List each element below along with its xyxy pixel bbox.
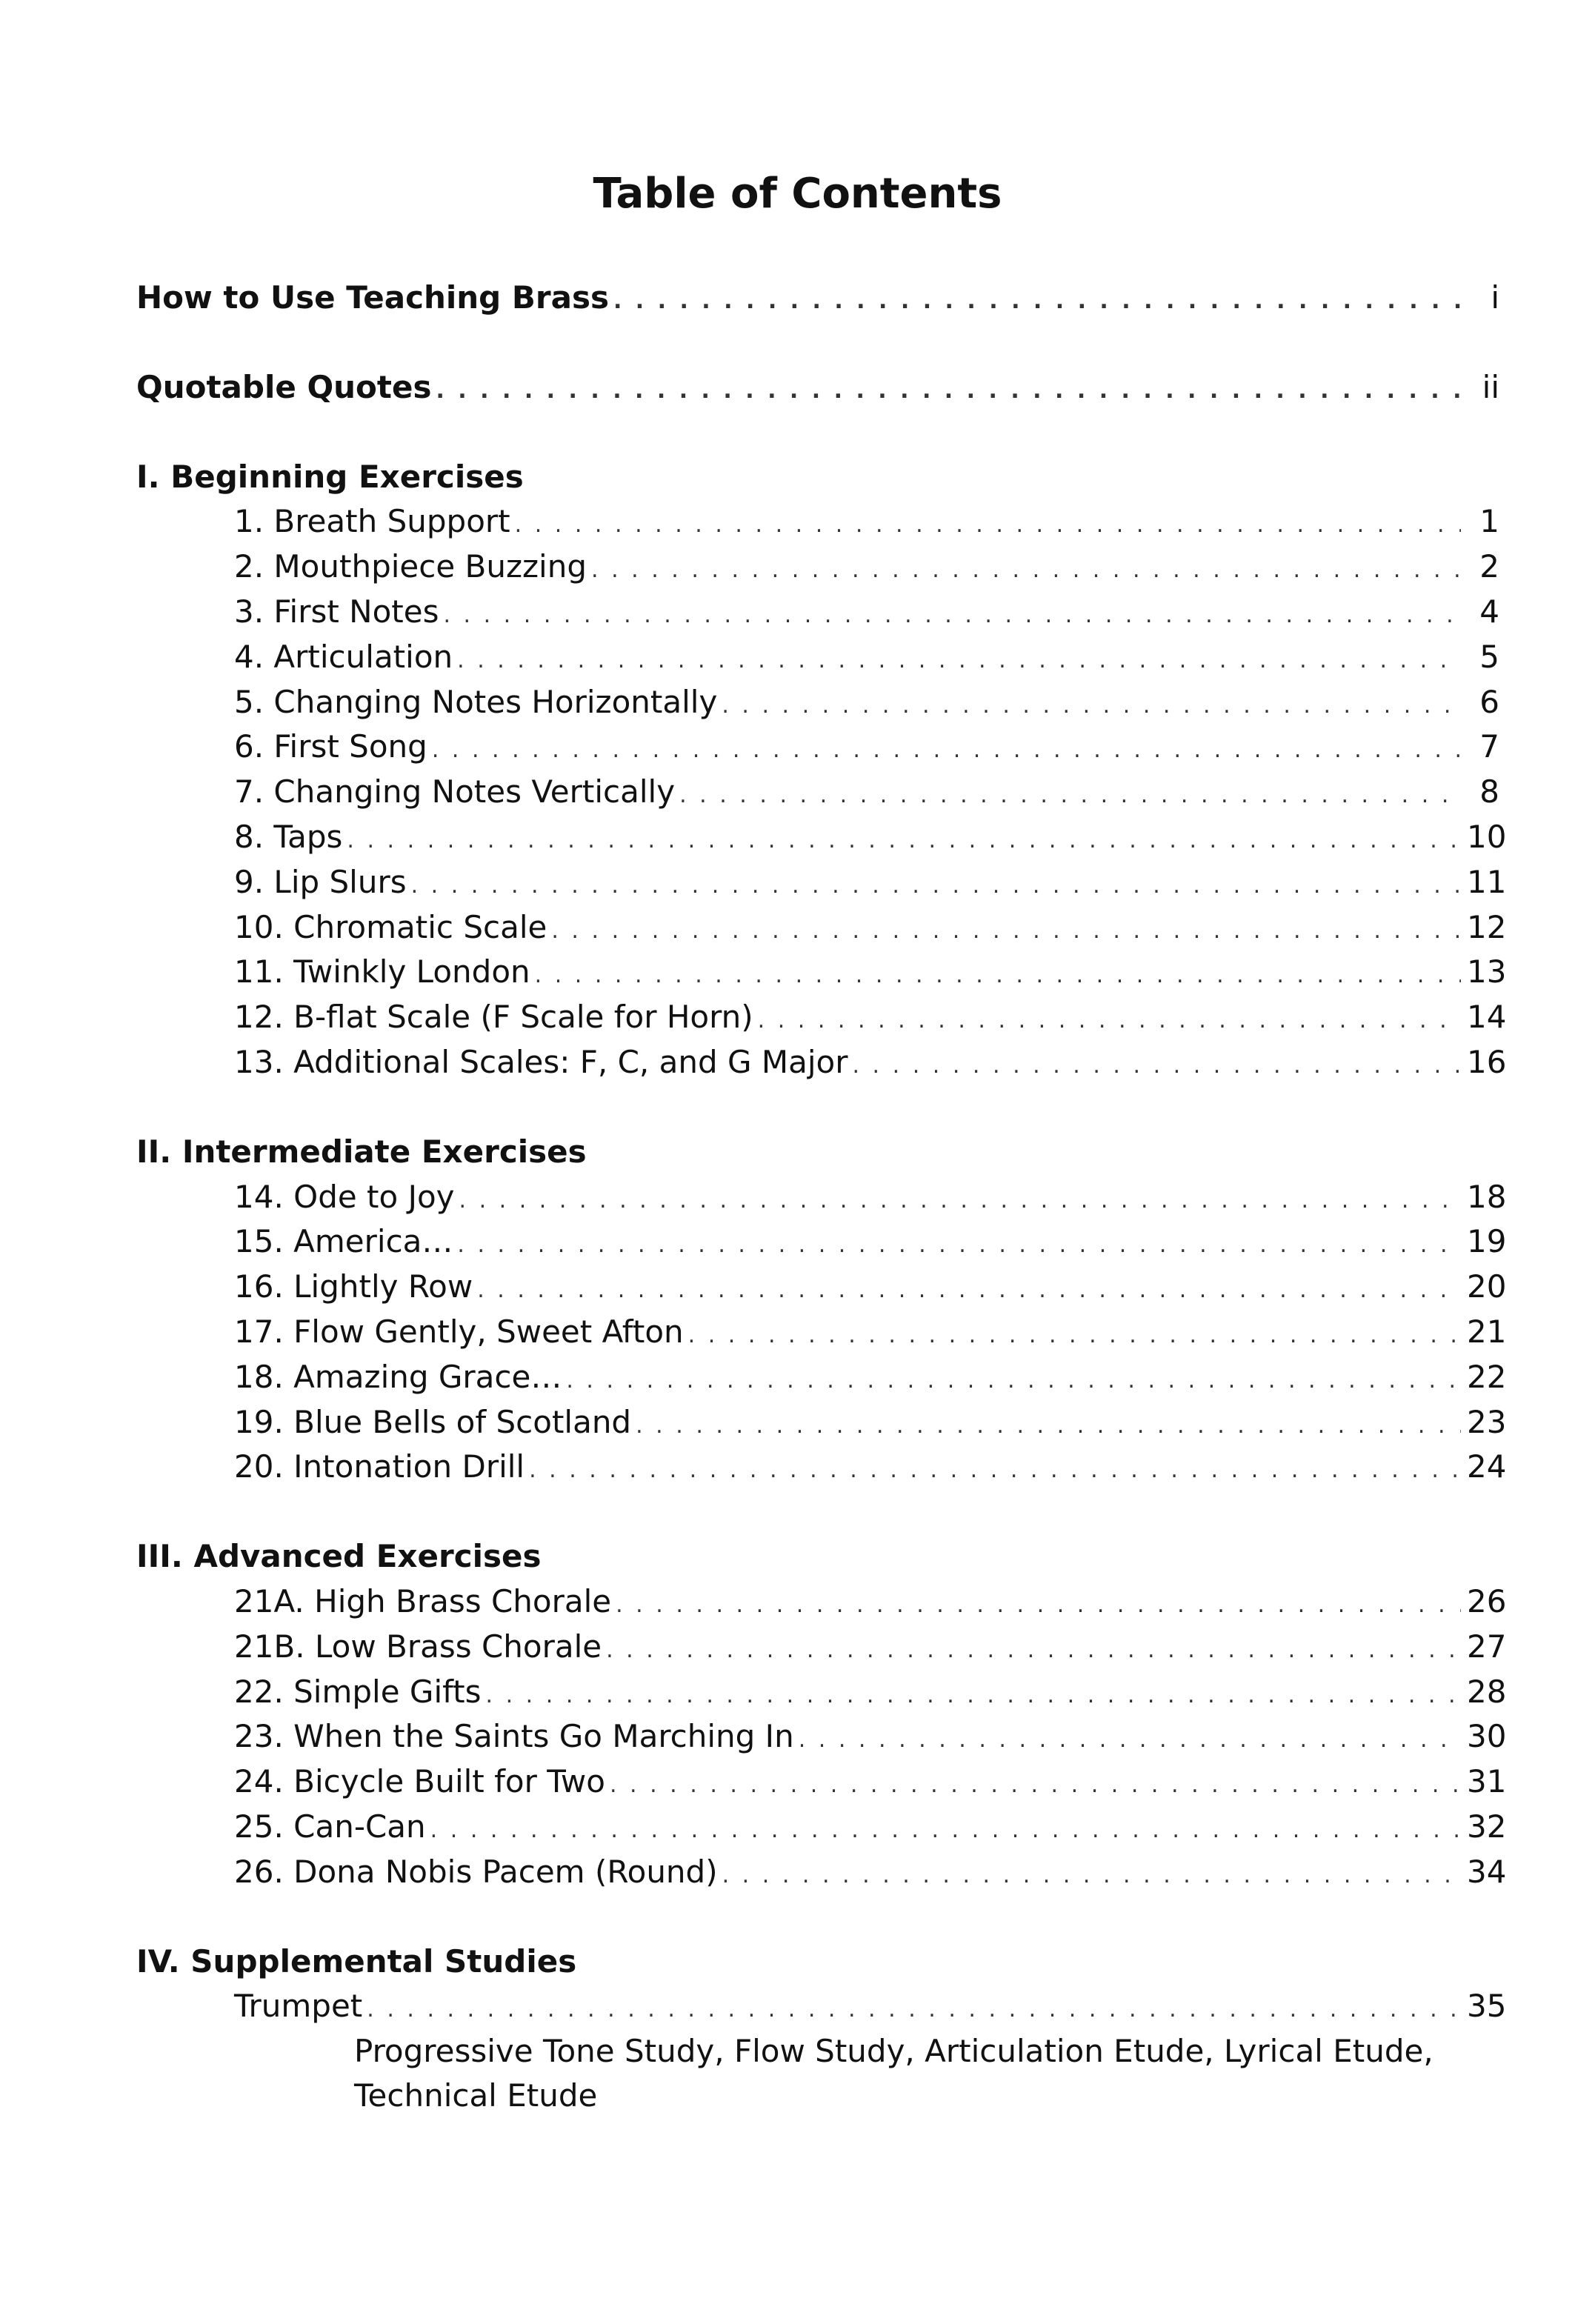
table-of-contents bbox=[136, 276, 1507, 2118]
toc-entry-label: 20. Intonation Drill bbox=[234, 1448, 525, 1485]
toc-entry[interactable] bbox=[136, 1670, 1507, 1715]
toc-entry[interactable] bbox=[136, 860, 1507, 905]
toc-entry-label: 15. America… bbox=[234, 1223, 453, 1260]
toc-entry[interactable] bbox=[136, 950, 1507, 995]
toc-entry-label: 4. Articulation bbox=[234, 638, 453, 675]
dot-leader bbox=[515, 503, 1461, 548]
toc-entry-label: 5. Changing Notes Horizontally bbox=[234, 683, 718, 720]
toc-entry[interactable] bbox=[136, 770, 1499, 815]
toc-entry-label: 17. Flow Gently, Sweet Afton bbox=[234, 1313, 684, 1350]
toc-entry-page: 1 bbox=[1479, 503, 1499, 540]
dot-leader bbox=[610, 1763, 1461, 1808]
toc-entry-page: 10 bbox=[1467, 818, 1507, 855]
toc-entry-page: 16 bbox=[1467, 1043, 1507, 1080]
toc-entry[interactable] bbox=[136, 1310, 1507, 1355]
toc-entry-label: 11. Twinkly London bbox=[234, 953, 530, 990]
toc-entry-page: 8 bbox=[1479, 773, 1499, 810]
dot-leader bbox=[367, 1988, 1461, 2033]
toc-entry[interactable] bbox=[136, 499, 1499, 545]
toc-entry[interactable] bbox=[136, 905, 1507, 950]
toc-entry-page: i bbox=[1491, 279, 1499, 316]
toc-entry-page: 26 bbox=[1467, 1582, 1507, 1619]
toc-entry-page: 13 bbox=[1467, 953, 1507, 990]
toc-entry-label: 24. Bicycle Built for Two bbox=[234, 1763, 605, 1800]
toc-entry[interactable] bbox=[136, 590, 1499, 635]
dot-leader bbox=[459, 1179, 1461, 1224]
toc-entry-page: 14 bbox=[1467, 999, 1507, 1036]
toc-entry-page: 6 bbox=[1479, 683, 1499, 720]
toc-entry[interactable] bbox=[136, 1850, 1507, 1895]
toc-entry-label: 22. Simple Gifts bbox=[234, 1673, 482, 1710]
toc-entry-page: 11 bbox=[1467, 863, 1507, 900]
dot-leader bbox=[529, 1448, 1461, 1494]
dot-leader bbox=[457, 1223, 1461, 1268]
toc-entry-page: 21 bbox=[1467, 1313, 1507, 1350]
toc-entry[interactable] bbox=[136, 1219, 1507, 1265]
toc-entry[interactable] bbox=[136, 1040, 1507, 1085]
dot-leader bbox=[722, 684, 1461, 729]
toc-entry-page: 5 bbox=[1479, 638, 1499, 675]
toc-entry-page: 30 bbox=[1467, 1718, 1507, 1755]
toc-entry-label: 26. Dona Nobis Pacem (Round) bbox=[234, 1853, 718, 1890]
toc-entry[interactable] bbox=[136, 1714, 1507, 1759]
toc-entry-page: 22 bbox=[1467, 1358, 1507, 1395]
toc-entry-page: 24 bbox=[1467, 1448, 1507, 1485]
dot-leader bbox=[591, 548, 1461, 593]
section-heading-supplemental: IV. Supplemental Studies bbox=[136, 1942, 577, 1980]
dot-leader bbox=[457, 639, 1461, 684]
toc-entry[interactable] bbox=[136, 1355, 1507, 1400]
toc-entry[interactable] bbox=[136, 1265, 1507, 1310]
toc-entry-page: 7 bbox=[1479, 728, 1499, 765]
toc-entry-page: 12 bbox=[1467, 908, 1507, 945]
toc-entry[interactable] bbox=[136, 1805, 1507, 1850]
toc-entry-label: Quotable Quotes bbox=[136, 368, 432, 405]
dot-leader bbox=[551, 909, 1461, 954]
toc-entry-label: 8. Taps bbox=[234, 818, 343, 855]
toc-entry-page: 27 bbox=[1467, 1628, 1507, 1665]
toc-entry-page: 31 bbox=[1467, 1763, 1507, 1800]
dot-leader bbox=[411, 864, 1461, 909]
toc-entry[interactable] bbox=[136, 725, 1499, 770]
toc-entry-page: ii bbox=[1482, 368, 1499, 405]
section-heading-advanced: III. Advanced Exercises bbox=[136, 1538, 542, 1575]
toc-entry-page: 19 bbox=[1467, 1223, 1507, 1260]
dot-leader bbox=[688, 1314, 1461, 1359]
dot-leader bbox=[758, 999, 1461, 1044]
toc-entry[interactable] bbox=[136, 1400, 1507, 1445]
section-heading-beginning: I. Beginning Exercises bbox=[136, 458, 524, 495]
dot-leader bbox=[436, 369, 1461, 414]
dot-leader bbox=[477, 1268, 1461, 1314]
toc-entry-page: 34 bbox=[1467, 1853, 1507, 1890]
toc-entry[interactable] bbox=[136, 545, 1499, 590]
toc-entry-label: 3. First Notes bbox=[234, 593, 439, 630]
toc-entry-page: 35 bbox=[1467, 1988, 1507, 2025]
toc-entry[interactable] bbox=[136, 1445, 1507, 1490]
toc-entry-label: 1. Breath Support bbox=[234, 503, 510, 540]
toc-entry-how-to-use[interactable] bbox=[136, 276, 1499, 321]
toc-entry-label: 25. Can-Can bbox=[234, 1808, 426, 1845]
toc-entry-label: 6. First Song bbox=[234, 728, 427, 765]
toc-entry[interactable] bbox=[136, 1759, 1507, 1805]
toc-entry-label: 21B. Low Brass Chorale bbox=[234, 1628, 602, 1665]
toc-entry-label: 2. Mouthpiece Buzzing bbox=[234, 548, 587, 585]
dot-leader bbox=[535, 953, 1461, 999]
toc-entry-page: 4 bbox=[1479, 593, 1499, 630]
toc-entry[interactable] bbox=[136, 995, 1507, 1040]
dot-leader bbox=[606, 1628, 1461, 1674]
toc-entry-description: Progressive Tone Study, Flow Study, Articulation Etude, Lyrical Etude, Technical Etude bbox=[354, 2033, 1433, 2114]
section-heading-intermediate: II. Intermediate Exercises bbox=[136, 1133, 587, 1170]
toc-entry-label: 19. Blue Bells of Scotland bbox=[234, 1403, 632, 1440]
dot-leader bbox=[486, 1674, 1461, 1719]
dot-leader bbox=[722, 1854, 1461, 1899]
toc-entry-label: 14. Ode to Joy bbox=[234, 1178, 455, 1215]
toc-entry-label: 23. When the Saints Go Marching In bbox=[234, 1718, 794, 1755]
toc-entry-page: 2 bbox=[1479, 548, 1499, 585]
toc-entry-page: 20 bbox=[1467, 1268, 1507, 1305]
dot-leader bbox=[566, 1359, 1461, 1404]
dot-leader bbox=[679, 773, 1461, 819]
toc-entry-label: How to Use Teaching Brass bbox=[136, 279, 609, 316]
toc-entry-label: 10. Chromatic Scale bbox=[234, 908, 547, 945]
toc-entry-page: 32 bbox=[1467, 1808, 1507, 1845]
toc-entry-label: Trumpet bbox=[234, 1988, 363, 2025]
toc-entry-label: 12. B-flat Scale (F Scale for Horn) bbox=[234, 999, 753, 1036]
toc-entry[interactable] bbox=[136, 1175, 1507, 1220]
toc-entry-label: 18. Amazing Grace… bbox=[234, 1358, 562, 1395]
dot-leader bbox=[443, 593, 1461, 639]
toc-entry[interactable] bbox=[136, 815, 1507, 860]
toc-entry-page: 18 bbox=[1467, 1178, 1507, 1215]
dot-leader bbox=[636, 1404, 1461, 1449]
dot-leader bbox=[432, 728, 1461, 773]
dot-leader bbox=[799, 1718, 1461, 1763]
toc-entry-label: 13. Additional Scales: F, C, and G Major bbox=[234, 1043, 848, 1080]
toc-entry[interactable] bbox=[136, 1579, 1507, 1625]
toc-entry-label: 7. Changing Notes Vertically bbox=[234, 773, 676, 810]
toc-entry[interactable] bbox=[136, 635, 1499, 680]
dot-leader bbox=[430, 1808, 1461, 1854]
page-title: Table of Contents bbox=[593, 170, 1002, 218]
dot-leader bbox=[613, 279, 1461, 324]
toc-entry-label: 9. Lip Slurs bbox=[234, 863, 407, 900]
toc-entry-label: 21A. High Brass Chorale bbox=[234, 1582, 612, 1619]
toc-entry-label: 16. Lightly Row bbox=[234, 1268, 473, 1305]
toc-entry-page: 28 bbox=[1467, 1673, 1507, 1710]
dot-leader bbox=[852, 1044, 1461, 1089]
toc-entry[interactable] bbox=[136, 1625, 1507, 1670]
toc-entry-page: 23 bbox=[1467, 1403, 1507, 1440]
dot-leader bbox=[616, 1583, 1461, 1628]
toc-entry-trumpet[interactable] bbox=[136, 1984, 1507, 2029]
toc-entry-quotable-quotes[interactable] bbox=[136, 365, 1499, 410]
dot-leader bbox=[347, 819, 1461, 864]
toc-entry[interactable] bbox=[136, 680, 1499, 725]
